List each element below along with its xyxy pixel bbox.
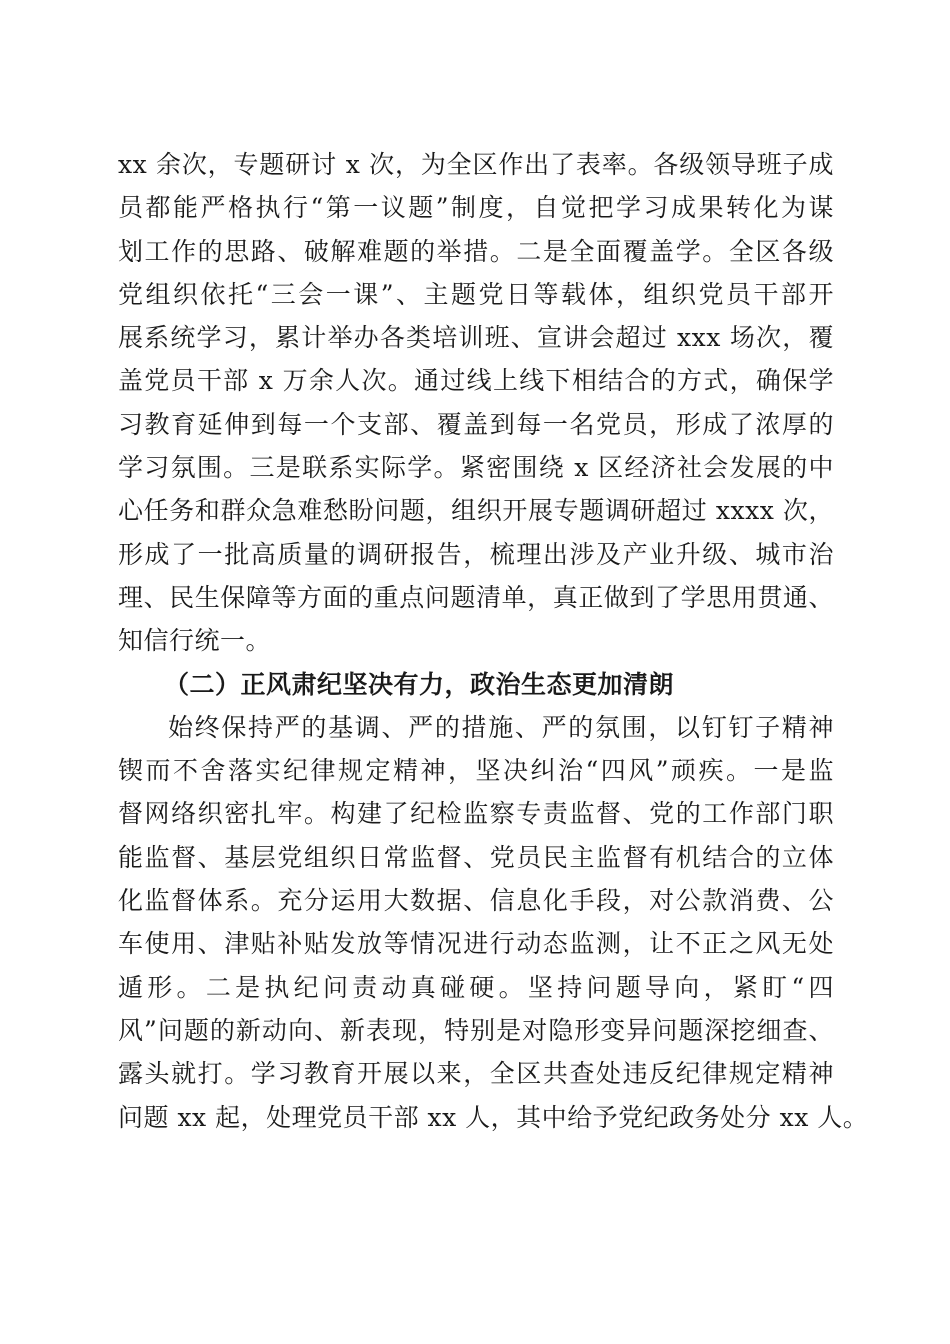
paragraph-line: 风”问题的新动向、新表现，特别是对隐形变异问题深挖细查、	[118, 1015, 834, 1045]
paragraph-line: 督网络织密扎牢。构建了纪检监察专责监督、党的工作部门职	[118, 799, 834, 829]
paragraph-line: 展系统学习，累计举办各类培训班、宣讲会超过 xxx 场次，覆	[118, 323, 834, 353]
paragraph-line: 学习氛围。三是联系实际学。紧密围绕 x 区经济社会发展的中	[118, 453, 834, 483]
paragraph-line: 车使用、津贴补贴发放等情况进行动态监测，让不正之风无处	[118, 929, 834, 959]
paragraph-line: 能监督、基层党组织日常监督、党员民主监督有机结合的立体	[118, 842, 834, 872]
paragraph-line: 露头就打。学习教育开展以来，全区共查处违反纪律规定精神	[118, 1059, 834, 1089]
paragraph-line: 始终保持严的基调、严的措施、严的氛围，以钉钉子精神	[168, 712, 834, 742]
paragraph-line: 知信行统一。	[118, 626, 272, 656]
paragraph-line: 划工作的思路、破解难题的举措。二是全面覆盖学。全区各级	[118, 236, 834, 266]
paragraph-line: xx 余次，专题研讨 x 次，为全区作出了表率。各级领导班子成	[118, 150, 834, 179]
paragraph-line: 形成了一批高质量的调研报告，梳理出涉及产业升级、城市治	[118, 539, 834, 569]
section-heading: （二）正风肃纪坚决有力，政治生态更加清朗	[164, 669, 675, 699]
paragraph-line: 化监督体系。充分运用大数据、信息化手段，对公款消费、公	[118, 886, 834, 916]
document-body	[118, 143, 869, 1139]
paragraph-line: 问题 xx 起，处理党员干部 xx 人，其中给予党纪政务处分 xx 人。	[118, 1102, 869, 1132]
paragraph-line: 遁形。二是执纪问责动真碰硬。坚持问题导向，紧盯“四	[118, 972, 834, 1002]
paragraph-line: 员都能严格执行“第一议题”制度，自觉把学习成果转化为谋	[118, 193, 834, 223]
paragraph-line: 习教育延伸到每一个支部、覆盖到每一名党员，形成了浓厚的	[118, 409, 834, 439]
paragraph-line: 锲而不舍落实纪律规定精神，坚决纠治“四风”顽疾。一是监	[118, 756, 834, 786]
paragraph-line: 盖党员干部 x 万余人次。通过线上线下相结合的方式，确保学	[118, 366, 834, 396]
paragraph-line: 党组织依托“三会一课”、主题党日等载体，组织党员干部开	[118, 279, 834, 309]
paragraph-line: 理、民生保障等方面的重点问题清单，真正做到了学思用贯通、	[118, 582, 834, 612]
paragraph-line: 心任务和群众急难愁盼问题，组织开展专题调研超过 xxxx 次，	[118, 496, 834, 526]
